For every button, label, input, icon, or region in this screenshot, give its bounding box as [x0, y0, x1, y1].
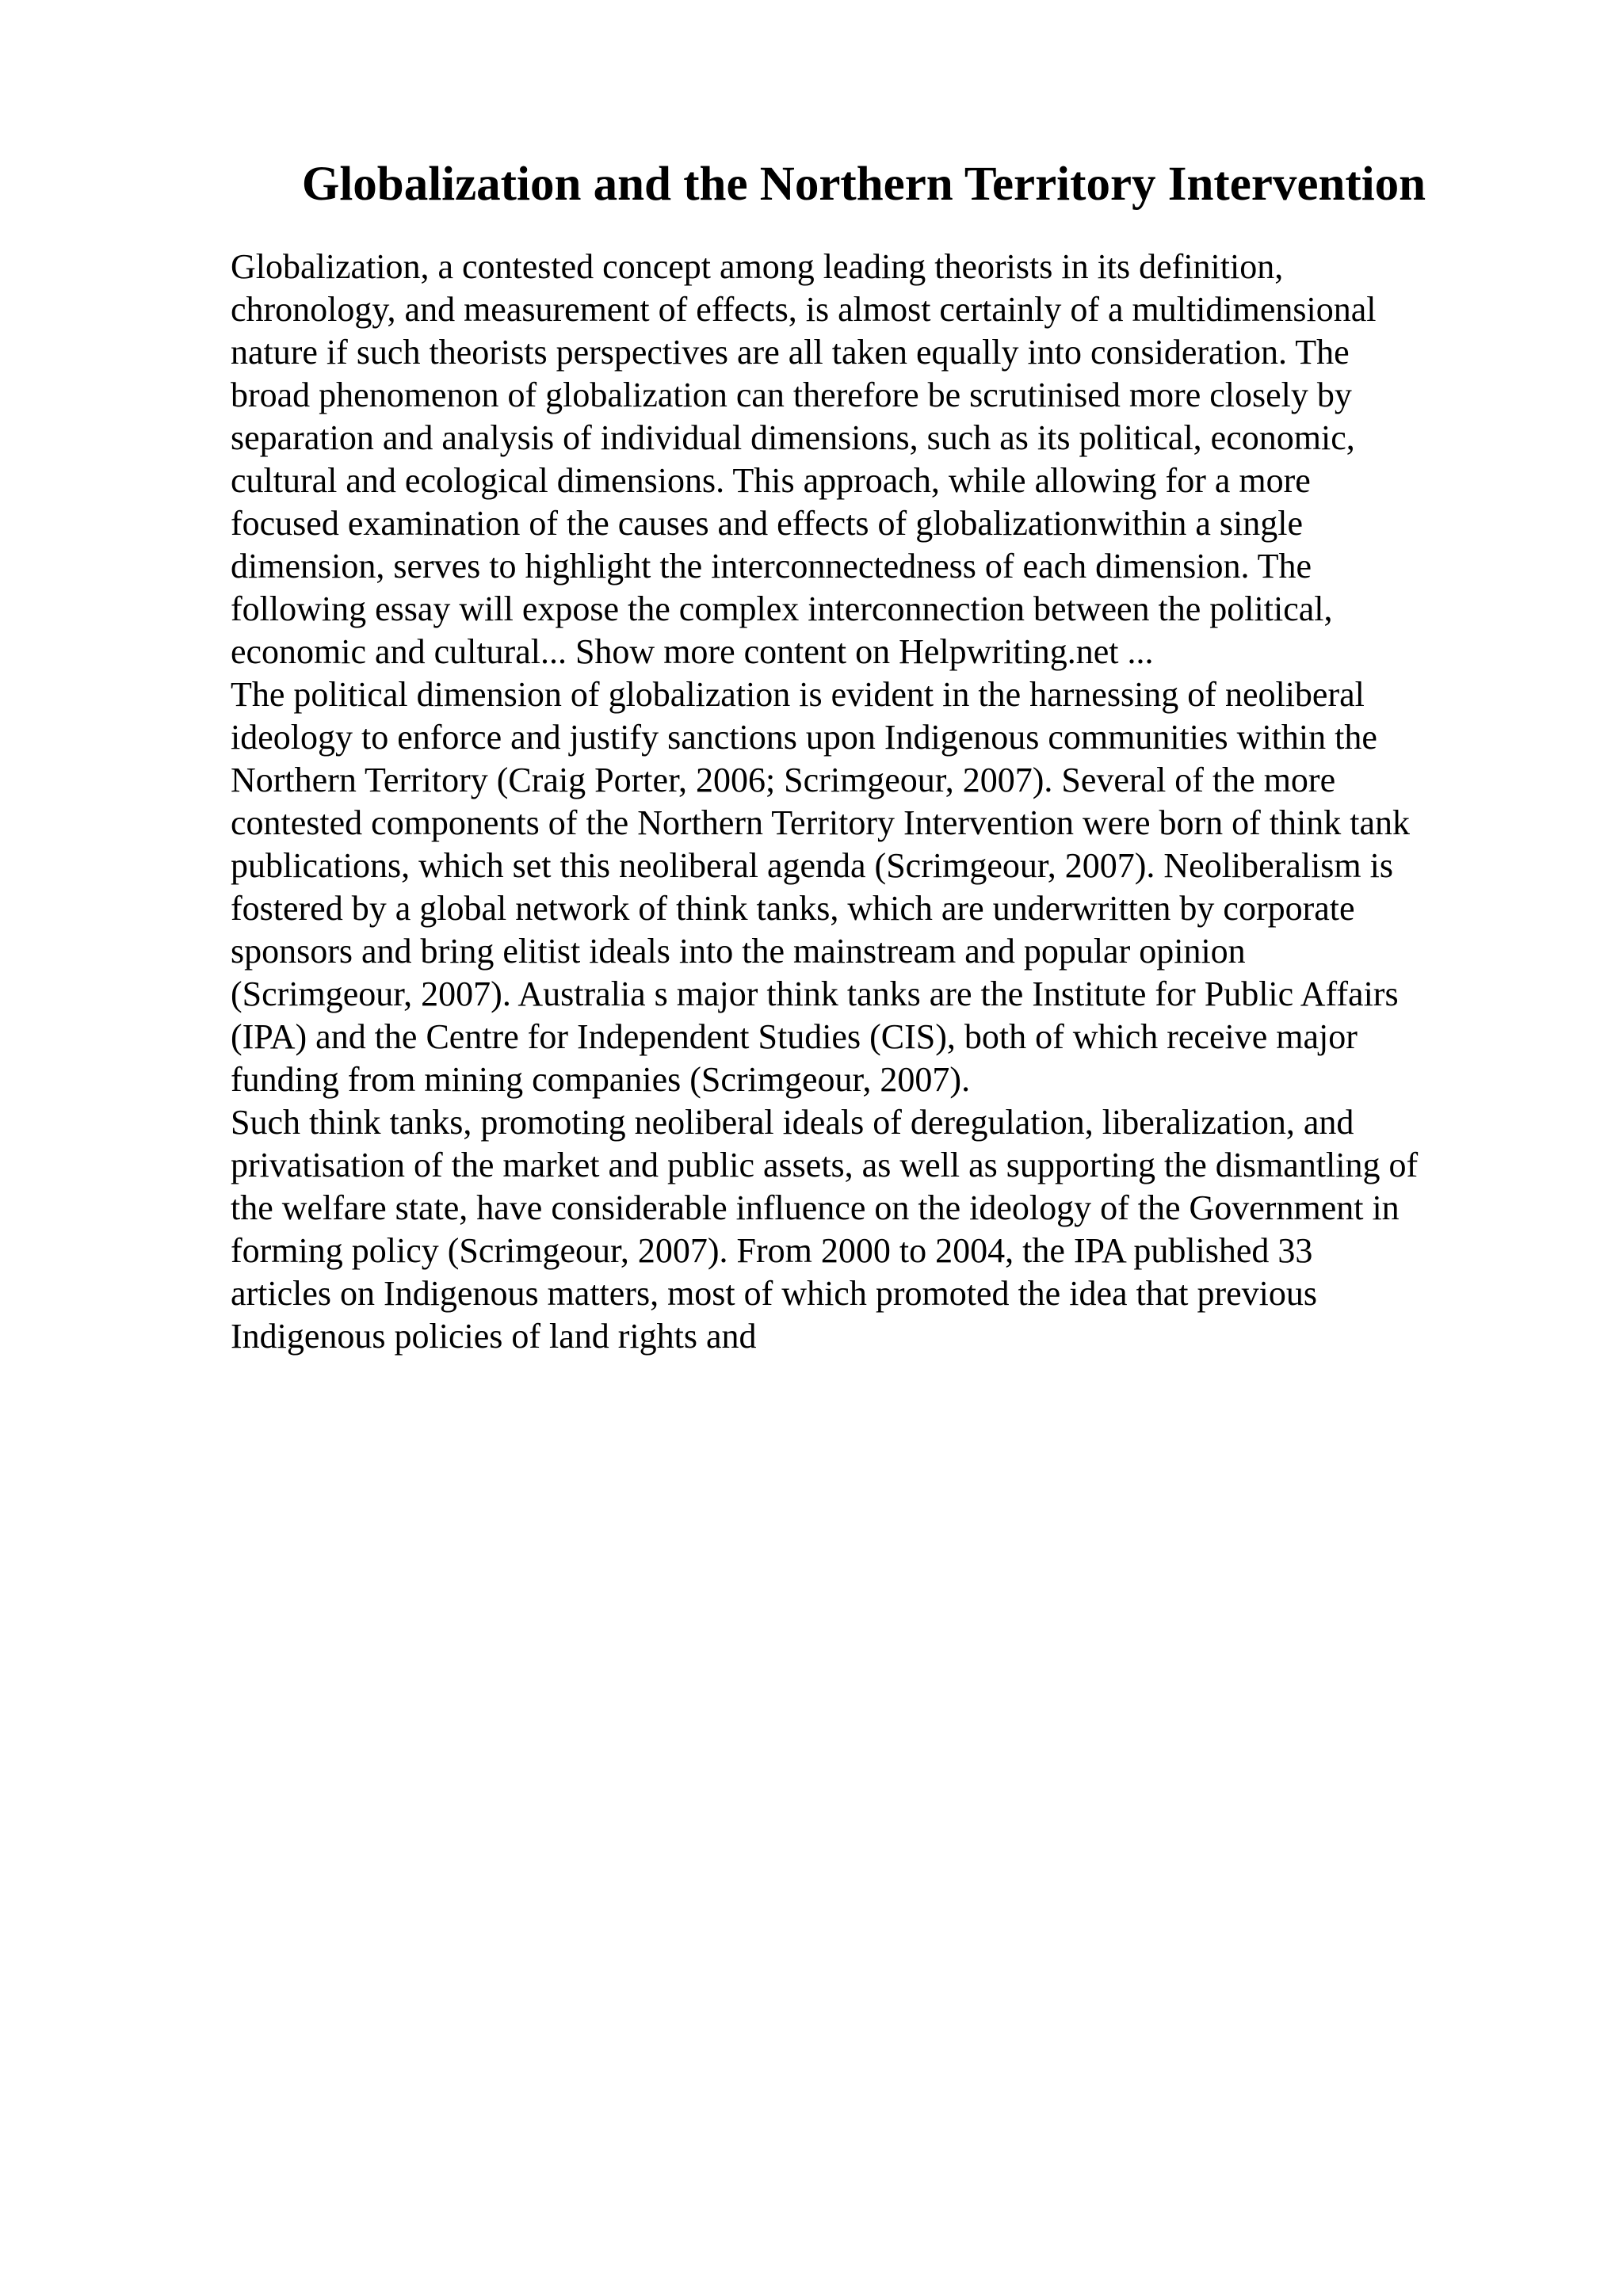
body-line: focused examination of the causes and effects of globalizationwithin a single	[231, 504, 1303, 543]
body-line: broad phenomenon of globalization can therefore be scrutinised more closely by	[231, 376, 1352, 414]
body-line: Such think tanks, promoting neoliberal ideals of deregulation, liberalization, and	[231, 1103, 1354, 1142]
body-line: nature if such theorists perspectives are all taken equally into consideration. The	[231, 333, 1350, 372]
body-line: contested components of the Northern Territory Intervention were born of think tank	[231, 803, 1411, 842]
body-line: The political dimension of globalization is evident in the harnessing of neoliberal	[231, 675, 1365, 714]
body-line: the welfare state, have considerable influence on the ideology of the Government in	[231, 1188, 1400, 1227]
document-body	[231, 246, 1530, 1358]
body-line: chronology, and measurement of effects, is almost certainly of a multidimensional	[231, 290, 1377, 329]
body-line: separation and analysis of individual dimensions, such as its political, economic,	[231, 418, 1355, 457]
body-line: following essay will expose the complex interconnection between the political,	[231, 589, 1333, 628]
body-line: ideology to enforce and justify sanctions upon Indigenous communities within the	[231, 718, 1377, 757]
body-line: cultural and ecological dimensions. This approach, while allowing for a more	[231, 461, 1311, 500]
body-line: economic and cultural... Show more content on Helpwriting.net ...	[231, 632, 1154, 671]
body-line: (IPA) and the Centre for Independent Studies (CIS), both of which receive major	[231, 1017, 1358, 1056]
body-line: publications, which set this neoliberal agenda (Scrimgeour, 2007). Neoliberalism is	[231, 846, 1393, 885]
body-line: articles on Indigenous matters, most of which promoted the idea that previous	[231, 1274, 1318, 1313]
body-line: dimension, serves to highlight the interconnectedness of each dimension. The	[231, 547, 1312, 585]
document-title: Globalization and the Northern Territory Intervention	[301, 158, 1426, 211]
body-line: privatisation of the market and public assets, as well as supporting the dismantling of	[231, 1146, 1419, 1184]
body-line: forming policy (Scrimgeour, 2007). From 2000 to 2004, the IPA published 33	[231, 1231, 1313, 1270]
body-line: Northern Territory (Craig Porter, 2006; Scrimgeour, 2007). Several of the more	[231, 761, 1336, 799]
body-line: sponsors and bring elitist ideals into the mainstream and popular opinion	[231, 932, 1246, 971]
body-line: funding from mining companies (Scrimgeour, 2007).	[231, 1060, 971, 1099]
body-line: Indigenous policies of land rights and	[231, 1317, 757, 1356]
body-line: fostered by a global network of think tanks, which are underwritten by corporate	[231, 889, 1355, 928]
body-line: (Scrimgeour, 2007). Australia s major think tanks are the Institute for Public Affairs	[231, 974, 1399, 1013]
body-line: Globalization, a contested concept among leading theorists in its definition,	[231, 247, 1284, 286]
